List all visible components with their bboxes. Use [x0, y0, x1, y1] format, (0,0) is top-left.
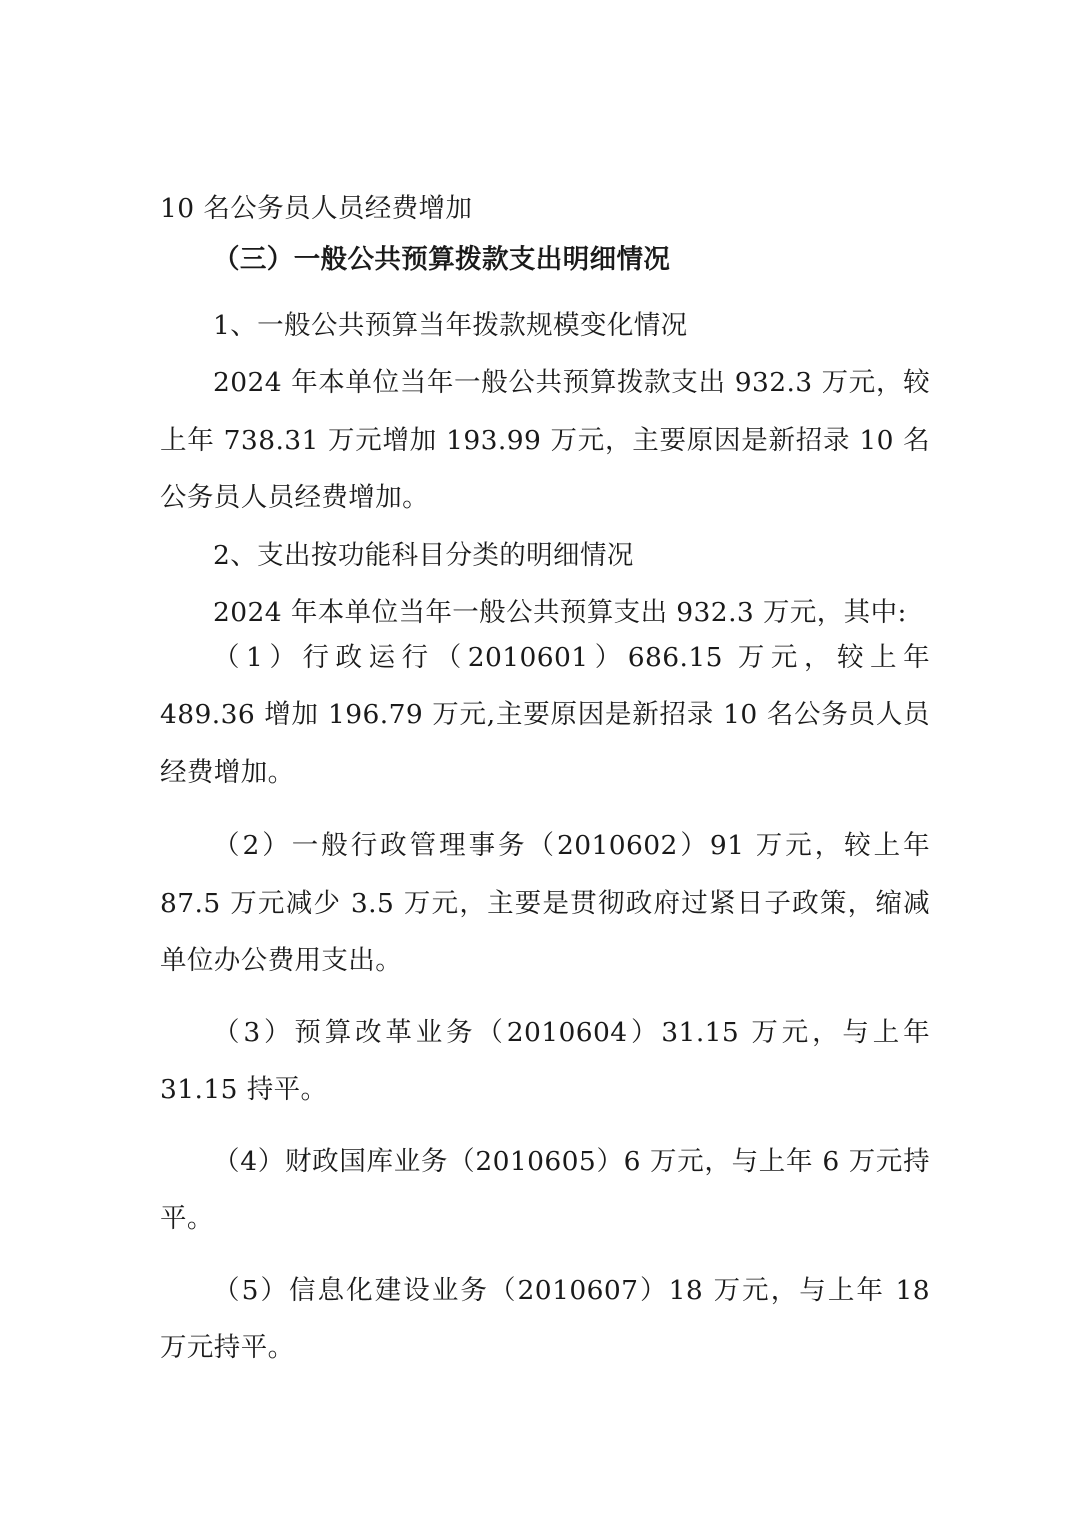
item2-intro: 2024 年本单位当年一般公共预算支出 932.3 万元，其中:	[213, 596, 907, 628]
detail-item-5: （5）信息化建设业务（2010607）18 万元，与上年 18 万元持平。	[160, 1274, 930, 1363]
detail-item-1: （1）行政运行（2010601）686.15 万元，较上年 489.36 增加 196.79 万元,主要原因是新招录 10 名公务员人员经费增加。	[160, 641, 930, 788]
item1-title: 1、一般公共预算当年拨款规模变化情况	[213, 310, 688, 341]
document-body	[160, 188, 930, 1377]
detail-item-2: （2）一般行政管理事务（2010602）91 万元，较上年 87.5 万元减少 3.5 万元，主要是贯彻政府过紧日子政策，缩减单位办公费用支出。	[160, 830, 930, 976]
item1-body: 2024 年本单位当年一般公共预算拨款支出 932.3 万元，较上年 738.31 万元增加 193.99 万元，主要原因是新招录 10 名公务员人员经费增加。	[160, 367, 930, 513]
section-heading: （三）一般公共预算拨款支出明细情况	[213, 244, 671, 275]
carryover-line: 10 名公务员人员经费增加	[160, 193, 473, 224]
detail-item-3: （3）预算改革业务（2010604）31.15 万元，与上年 31.15 持平。	[160, 1016, 930, 1105]
detail-item-4: （4）财政国库业务（2010605）6 万元，与上年 6 万元持平。	[160, 1145, 930, 1234]
item2-title: 2、支出按功能科目分类的明细情况	[213, 539, 634, 571]
